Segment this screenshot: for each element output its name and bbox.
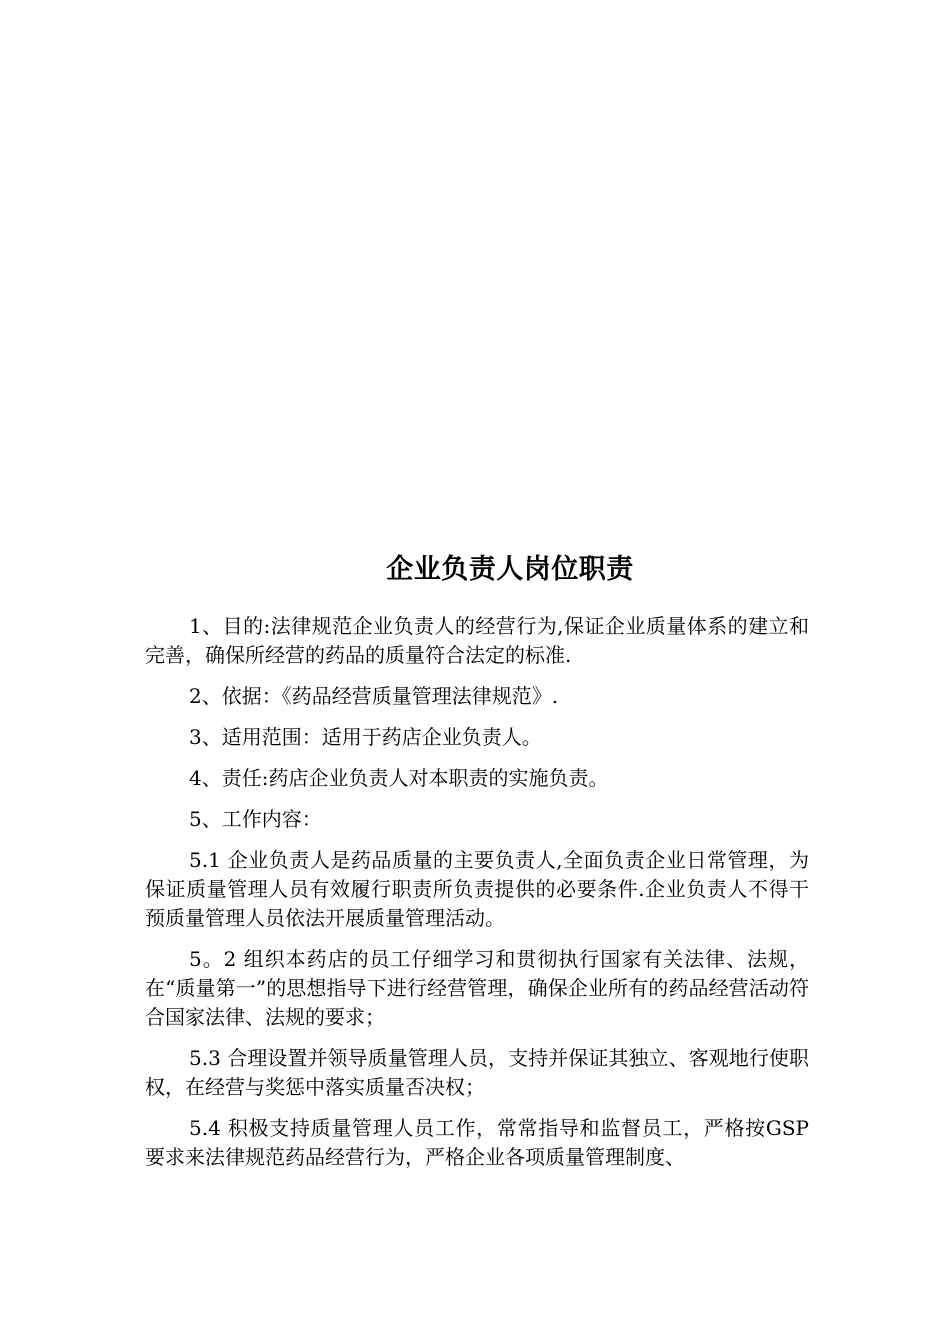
paragraph-scope: 3、适用范围：适用于药店企业负责人。 [189,725,542,749]
document-title: 企业负责人岗位职责 [386,554,634,585]
paragraph-item-5-4: 5.4 积极支持质量管理人员工作，常常指导和监督员工，严格按GSP要求来法律规范药品经营行为，严格企业各项质量管理制度、 [145,1116,809,1169]
paragraph-responsibility: 4、责任:药店企业负责人对本职责的实施负责。 [189,766,609,790]
paragraph-basis: 2、依据：《药品经营质量管理法律规范》. [189,684,559,708]
paragraph-item-5-3: 5.3 合理设置并领导质量管理人员，支持并保证其独立、客观地行使职权，在经营与奖惩中落实质量否决权； [145,1046,809,1099]
document-body [145,612,809,1184]
paragraph-work-content: 5、工作内容： [189,807,322,831]
paragraph-item-5-2: 5。2 组织本药店的员工仔细学习和贯彻执行国家有关法律、法规，在“质量第一”的思想指导下进行经营管理，确保企业所有的药品经营活动符合国家法律、法规的要求； [145,947,809,1029]
paragraph-purpose: 1、目的:法律规范企业负责人的经营行为,保证企业质量体系的建立和完善，确保所经营的药品的质量符合法定的标准. [145,614,809,667]
paragraph-item-5-1: 5.1 企业负责人是药品质量的主要负责人,全面负责企业日常管理，为保证质量管理人员有效履行职责所负责提供的必要条件.企业负责人不得干预质量管理人员依法开展质量管理活动。 [145,848,809,930]
